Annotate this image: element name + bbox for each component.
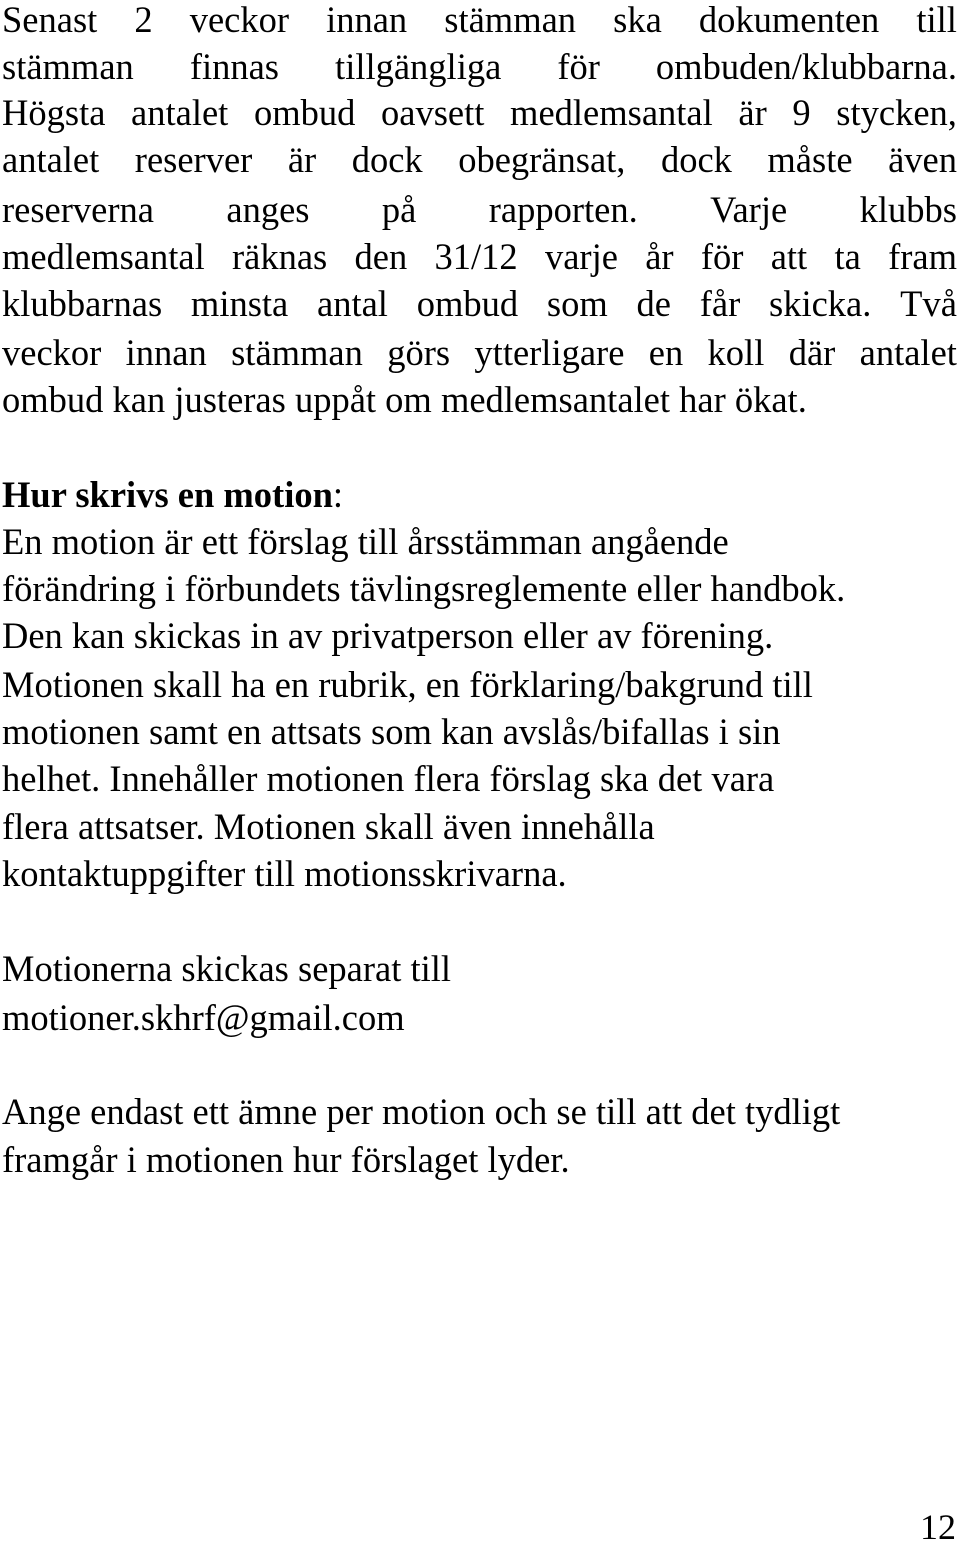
- word: som: [546, 283, 608, 324]
- paragraph-line: [2, 0, 957, 43]
- paragraph-line: Motionerna skickas separat till: [2, 948, 452, 989]
- paragraph-line: [2, 89, 957, 136]
- word: veckor: [189, 0, 290, 40]
- word: obegränsat,: [458, 139, 626, 180]
- paragraph-line: En motion är ett förslag till årsstämman angående: [2, 521, 729, 562]
- word: tillgängliga: [335, 46, 502, 87]
- paragraph-line: kontaktuppgifter till motionsskrivarna.: [2, 853, 567, 894]
- word: medlemsantal: [510, 92, 713, 133]
- word: görs: [387, 332, 451, 373]
- word: innan: [125, 332, 207, 373]
- paragraph-line: [2, 233, 957, 280]
- word: räknas: [232, 236, 328, 277]
- word: för: [700, 236, 744, 277]
- word: 9: [792, 92, 811, 133]
- paragraph-line: ombud kan justeras uppåt om medlemsantalet har ökat.: [2, 379, 807, 420]
- word: 31/12: [434, 236, 518, 277]
- paragraph-line: [2, 329, 957, 376]
- word: antal: [317, 283, 388, 324]
- word: reserverna: [2, 189, 154, 230]
- word: antalet: [2, 139, 100, 180]
- word: stycken,: [836, 92, 957, 133]
- paragraph-line: Ange endast ett ämne per motion och se till att det tydligt: [2, 1091, 841, 1132]
- word: fram: [888, 236, 957, 277]
- word: antalet: [131, 92, 229, 133]
- email-address: motioner.skhrf@gmail.com: [2, 997, 405, 1038]
- word: dock: [660, 139, 732, 180]
- paragraph-line: framgår i motionen hur förslaget lyder.: [2, 1139, 570, 1180]
- heading-text: Hur skrivs en motion: [2, 474, 333, 515]
- heading-colon: :: [332, 474, 344, 515]
- word: klubbarnas: [2, 283, 163, 324]
- word: ska: [613, 0, 662, 40]
- word: att: [770, 236, 808, 277]
- word: medlemsantal: [2, 236, 205, 277]
- paragraph-line: [2, 186, 957, 233]
- word: stämman: [231, 332, 363, 373]
- paragraph-line: [2, 43, 957, 90]
- word: till: [916, 0, 957, 40]
- paragraph-line: [2, 136, 957, 183]
- word: de: [636, 283, 671, 324]
- word: Senast: [2, 0, 98, 40]
- word: ytterligare: [474, 332, 625, 373]
- word: ombud: [416, 283, 519, 324]
- paragraph-line: [2, 280, 957, 327]
- paragraph-line: flera attsatser. Motionen skall även innehålla: [2, 806, 655, 847]
- paragraph-line: helhet. Innehåller motionen flera förslag ska det vara: [2, 758, 775, 799]
- word: ombuden/klubbarna.: [655, 46, 957, 87]
- word: dock: [351, 139, 423, 180]
- paragraph-line: förändring i förbundets tävlingsreglemente eller handbok.: [2, 568, 846, 609]
- word: koll: [707, 332, 765, 373]
- word: varje: [544, 236, 618, 277]
- word: 2: [134, 0, 153, 40]
- word: dokumenten: [698, 0, 880, 40]
- word: den: [354, 236, 408, 277]
- word: även: [888, 139, 957, 180]
- word: är: [287, 139, 317, 180]
- word: skicka.: [769, 283, 872, 324]
- word: en: [648, 332, 684, 373]
- word: minsta: [190, 283, 289, 324]
- word: stämman: [2, 46, 134, 87]
- word: reserver: [134, 139, 253, 180]
- word: Högsta: [2, 92, 106, 133]
- word: måste: [767, 139, 853, 180]
- word: Varje: [710, 189, 788, 230]
- word: där: [788, 332, 836, 373]
- word: anges: [226, 189, 310, 230]
- word: oavsett: [381, 92, 485, 133]
- paragraph-line: Motionen skall ha en rubrik, en förklaring/bakgrund till: [2, 664, 813, 705]
- page-number: 12: [920, 1507, 956, 1547]
- word: rapporten.: [488, 189, 638, 230]
- word: stämman: [444, 0, 577, 40]
- word: ombud: [253, 92, 356, 133]
- paragraph-line: motionen samt en attsats som kan avslås/bifallas i sin: [2, 711, 781, 752]
- word: klubbs: [859, 189, 957, 230]
- section-heading: [2, 471, 343, 518]
- word: är: [738, 92, 767, 133]
- word: innan: [326, 0, 408, 40]
- word: får: [699, 283, 741, 324]
- word: på: [381, 189, 417, 230]
- paragraph-line: Den kan skickas in av privatperson eller av förening.: [2, 615, 774, 656]
- word: antalet: [859, 332, 957, 373]
- word: för: [557, 46, 600, 87]
- word: veckor: [2, 332, 102, 373]
- word: år: [645, 236, 674, 277]
- word: finnas: [189, 46, 280, 87]
- word: Två: [900, 283, 957, 324]
- word: ta: [834, 236, 861, 277]
